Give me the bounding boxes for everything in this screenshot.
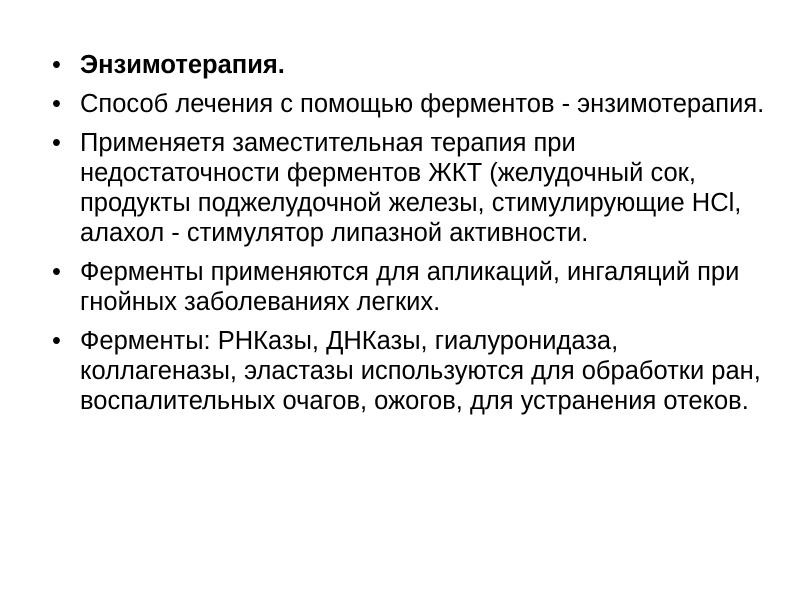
bullet-icon: • bbox=[52, 51, 61, 79]
bullet-icon: • bbox=[52, 90, 61, 118]
list-item bbox=[52, 50, 772, 80]
list-item-text: Ферменты применяются для апликаций, ингаляций при гнойных заболеваниях легких. bbox=[80, 258, 740, 316]
slide-heading: Энзимотерапия. bbox=[80, 51, 285, 79]
bullet-list bbox=[52, 50, 772, 425]
bullet-icon: • bbox=[52, 129, 61, 157]
list-item bbox=[52, 257, 772, 317]
list-item-text: Способ лечения с помощью ферментов - энзимотерапия. bbox=[80, 90, 765, 118]
bullet-icon: • bbox=[52, 327, 61, 355]
list-item bbox=[52, 89, 772, 119]
list-item-text: Ферменты: РНКазы, ДНКазы, гиалуронидаза, коллагеназы, эластазы используются для обработки ран, воспалительных очагов, ожогов, для устранения отеков. bbox=[80, 327, 761, 415]
list-item bbox=[52, 326, 772, 416]
bullet-icon: • bbox=[52, 258, 61, 286]
list-item-text: Применяетя заместительная терапия при недостаточности ферментов ЖКТ (желудочный сок, продукты поджелудочной железы, стимулирующие HCl, алахол - стимулятор липазной активности. bbox=[80, 129, 742, 247]
list-item bbox=[52, 128, 772, 248]
